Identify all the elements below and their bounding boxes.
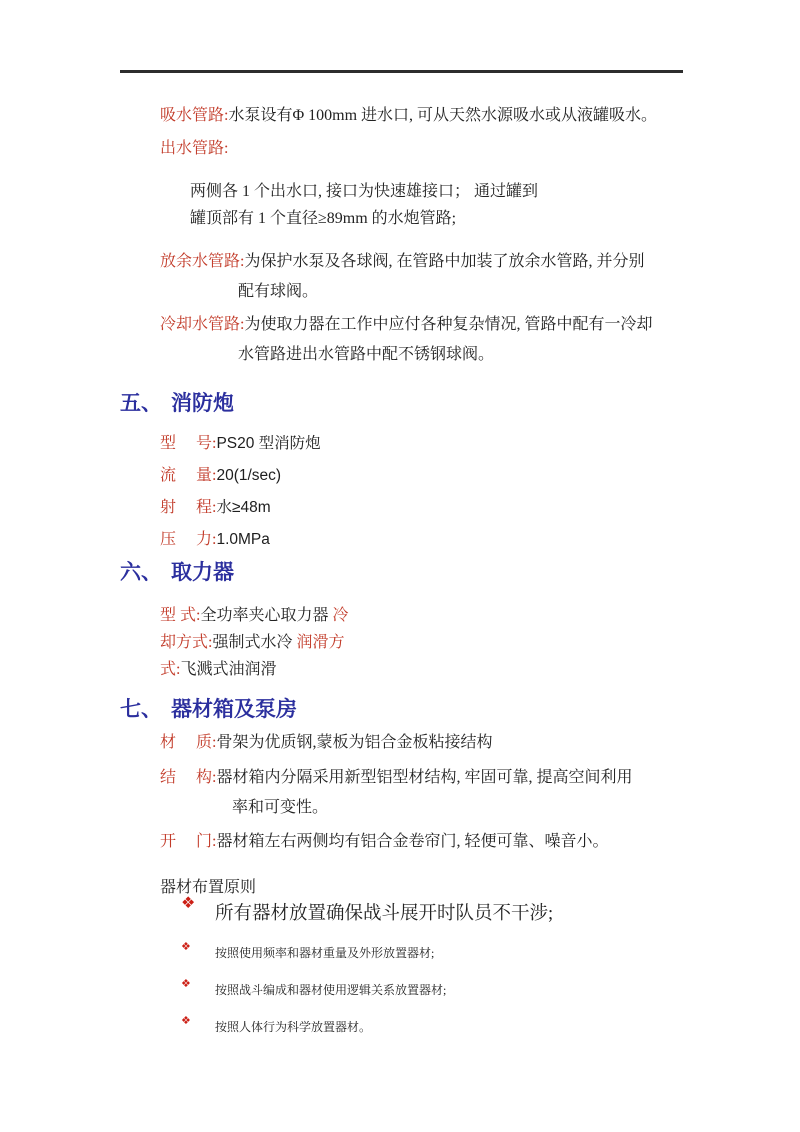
diamond-bullet-icon: ❖ <box>181 940 191 953</box>
outlet-pipe-label: 出水管路: <box>160 140 229 157</box>
section-number: 七、 <box>120 697 162 721</box>
spec-label-flow: 流 量: <box>160 467 217 484</box>
box-label-doors: 开 门: <box>160 833 217 850</box>
pto-row-type <box>160 602 348 625</box>
spec-row-model <box>160 430 321 453</box>
spec-label-pressure: 压 力: <box>160 531 217 548</box>
spec-value-model: PS20 型消防炮 <box>216 435 321 452</box>
spec-label-range: 射 程: <box>160 499 217 516</box>
pto-label-cooling: 却方式: <box>160 634 213 651</box>
principle-item-4: 按照人体行为科学放置器材。 <box>215 1020 372 1034</box>
cooling-pipe-row <box>160 315 652 365</box>
outlet-pipe-detail <box>190 178 538 232</box>
principle-item-3: 按照战斗编成和器材使用逻辑关系放置器材; <box>215 983 447 997</box>
box-value-doors: 器材箱左右两侧均有铝合金卷帘门, 轻便可靠、噪音小。 <box>216 833 609 850</box>
box-row-structure <box>160 768 632 818</box>
principle-item-2: 按照使用频率和器材重量及外形放置器材; <box>215 946 435 960</box>
pto-value-cooling: 强制式水冷 <box>212 634 293 651</box>
spec-value-pressure: 1.0MPa <box>216 531 270 548</box>
diamond-bullet-icon: ❖ <box>181 977 191 990</box>
section-title: 器材箱及泵房 <box>171 697 297 721</box>
cooling-pipe-line1: 为使取力器在工作中应付各种复杂情况, 管路中配有一冷却 <box>244 316 653 333</box>
spec-row-flow <box>160 462 281 485</box>
section-number: 五、 <box>120 391 162 415</box>
spec-row-range <box>160 494 271 517</box>
pto-label-type: 型 式: <box>160 607 201 624</box>
drain-pipe-line1: 为保护水泵及各球阀, 在管路中加装了放余水管路, 并分别 <box>244 253 645 270</box>
box-label-material: 材 质: <box>160 734 217 751</box>
intake-pipe-text: 水泵设有Φ 100mm 进水口, 可从天然水源吸水或从液罐吸水。 <box>228 107 658 124</box>
section-heading-fire-monitor <box>120 387 234 417</box>
drain-pipe-label: 放余水管路: <box>160 253 245 270</box>
section-heading-pto <box>120 556 234 586</box>
cooling-pipe-label: 冷却水管路: <box>160 316 245 333</box>
pto-suffix-type: 冷 <box>328 607 349 624</box>
principles-title: 器材布置原则 <box>160 879 257 896</box>
diamond-bullet-icon: ❖ <box>181 1014 191 1027</box>
spec-label-model: 型 号: <box>160 435 217 452</box>
section-title: 消防炮 <box>171 391 234 415</box>
diamond-bullet-icon: ❖ <box>181 893 196 912</box>
pto-value-lubrication: 飞溅式油润滑 <box>180 661 277 678</box>
box-value-material: 骨架为优质钢,蒙板为铝合金板粘接结构 <box>216 734 493 751</box>
cooling-pipe-line2: 水管路进出水管路中配不锈钢球阀。 <box>238 346 495 363</box>
pto-row-lubrication <box>160 656 276 679</box>
section-title: 取力器 <box>171 560 234 584</box>
principle-item-1: 所有器材放置确保战斗展开时队员不干涉; <box>215 904 554 924</box>
outlet-pipe-row <box>160 139 228 159</box>
pto-value-type: 全功率夹心取力器 <box>200 607 329 624</box>
box-value-structure-line2: 率和可变性。 <box>232 799 329 816</box>
intake-pipe-label: 吸水管路: <box>160 107 229 124</box>
spec-row-pressure <box>160 526 270 549</box>
pto-row-cooling <box>160 629 344 652</box>
outlet-detail-line1: 两侧各 1 个出水口, 接口为快速雄接口； 通过罐到 <box>190 183 539 200</box>
drain-pipe-line2: 配有球阀。 <box>238 283 319 300</box>
spec-value-range: 水≥48m <box>216 499 271 516</box>
pto-label-lubrication: 式: <box>160 661 181 678</box>
section-heading-equipment-box <box>120 693 297 723</box>
top-horizontal-rule <box>120 70 683 73</box>
intake-pipe-row <box>160 106 657 126</box>
box-label-structure: 结 构: <box>160 769 217 786</box>
box-row-material <box>160 733 492 753</box>
drain-pipe-row <box>160 252 644 302</box>
box-value-structure-line1: 器材箱内分隔采用新型铝型材结构, 牢固可靠, 提高空间利用 <box>216 769 633 786</box>
spec-value-flow: 20(1/sec) <box>216 467 282 484</box>
outlet-detail-line2: 罐顶部有 1 个直径≥89mm 的水炮管路; <box>190 210 457 227</box>
section-number: 六、 <box>120 560 162 584</box>
box-row-doors <box>160 832 608 852</box>
pto-suffix-cooling: 润滑方 <box>292 634 345 651</box>
